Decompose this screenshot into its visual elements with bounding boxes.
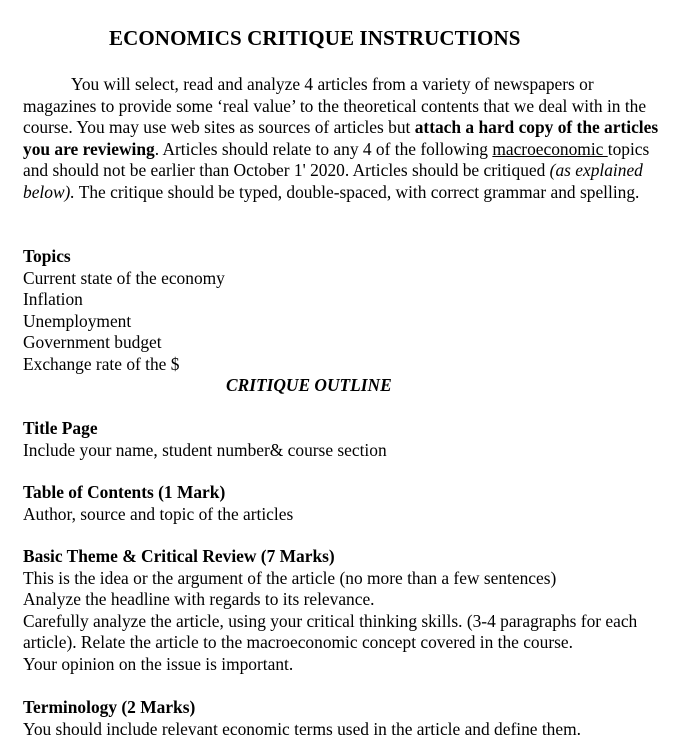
terminology-section <box>23 697 663 740</box>
topics-section <box>23 246 663 375</box>
intro-bold-text: attach a hard copy of the articles you are reviewing <box>23 117 659 159</box>
topic-item: Exchange rate of the $ <box>23 353 180 374</box>
topic-item: Unemployment <box>23 310 132 331</box>
basic-theme-line: This is the idea or the argument of the article (no more than a few sentences) <box>23 567 557 588</box>
document-title: ECONOMICS CRITIQUE INSTRUCTIONS <box>109 26 521 50</box>
basic-theme-line: Your opinion on the issue is important. <box>23 653 294 674</box>
intro-italic-text: (as explained below). <box>23 160 643 202</box>
table-of-contents-line: Author, source and topic of the articles <box>23 503 294 524</box>
topics-heading: Topics <box>23 246 71 266</box>
table-of-contents-section <box>23 482 663 525</box>
topic-item: Current state of the economy <box>23 267 225 288</box>
intro-underlined-text: macroeconomic <box>492 138 608 159</box>
intro-text-2: . Articles should relate to any 4 of the following <box>154 138 493 159</box>
intro-text-1: You will select, read and analyze 4 articles from a variety of newspapers or magazines to provide some ‘real value’ to the theoretical contents that we deal with in the course. You may use web sites as sources of articles but <box>23 74 647 137</box>
basic-theme-line: Analyze the headline with regards to its relevance. <box>23 589 375 609</box>
intro-paragraph <box>23 74 663 203</box>
intro-text-4: The critique should be typed, double-spaced, with correct grammar and spelling. <box>74 181 640 202</box>
terminology-heading: Terminology (2 Marks) <box>23 697 196 717</box>
title-page-section <box>23 418 663 461</box>
intro-text-3: topics and should not be earlier than October 1' 2020. Articles should be critiqued <box>23 138 650 180</box>
critique-outline-heading: CRITIQUE OUTLINE <box>226 375 392 395</box>
terminology-line: You should include relevant economic terms used in the article and define them. <box>23 718 581 739</box>
basic-theme-paragraph: Carefully analyze the article, using your critical thinking skills. (3-4 paragraphs for each article). Relate the article to the macroeconomic concept covered in the course. <box>23 610 638 652</box>
basic-theme-section <box>23 546 663 675</box>
title-page-heading: Title Page <box>23 418 98 438</box>
title-page-line: Include your name, student number& course section <box>23 439 387 460</box>
table-of-contents-heading: Table of Contents (1 Mark) <box>23 482 226 502</box>
topic-item: Government budget <box>23 332 162 352</box>
basic-theme-heading: Basic Theme & Critical Review (7 Marks) <box>23 546 335 566</box>
topic-item: Inflation <box>23 289 83 309</box>
